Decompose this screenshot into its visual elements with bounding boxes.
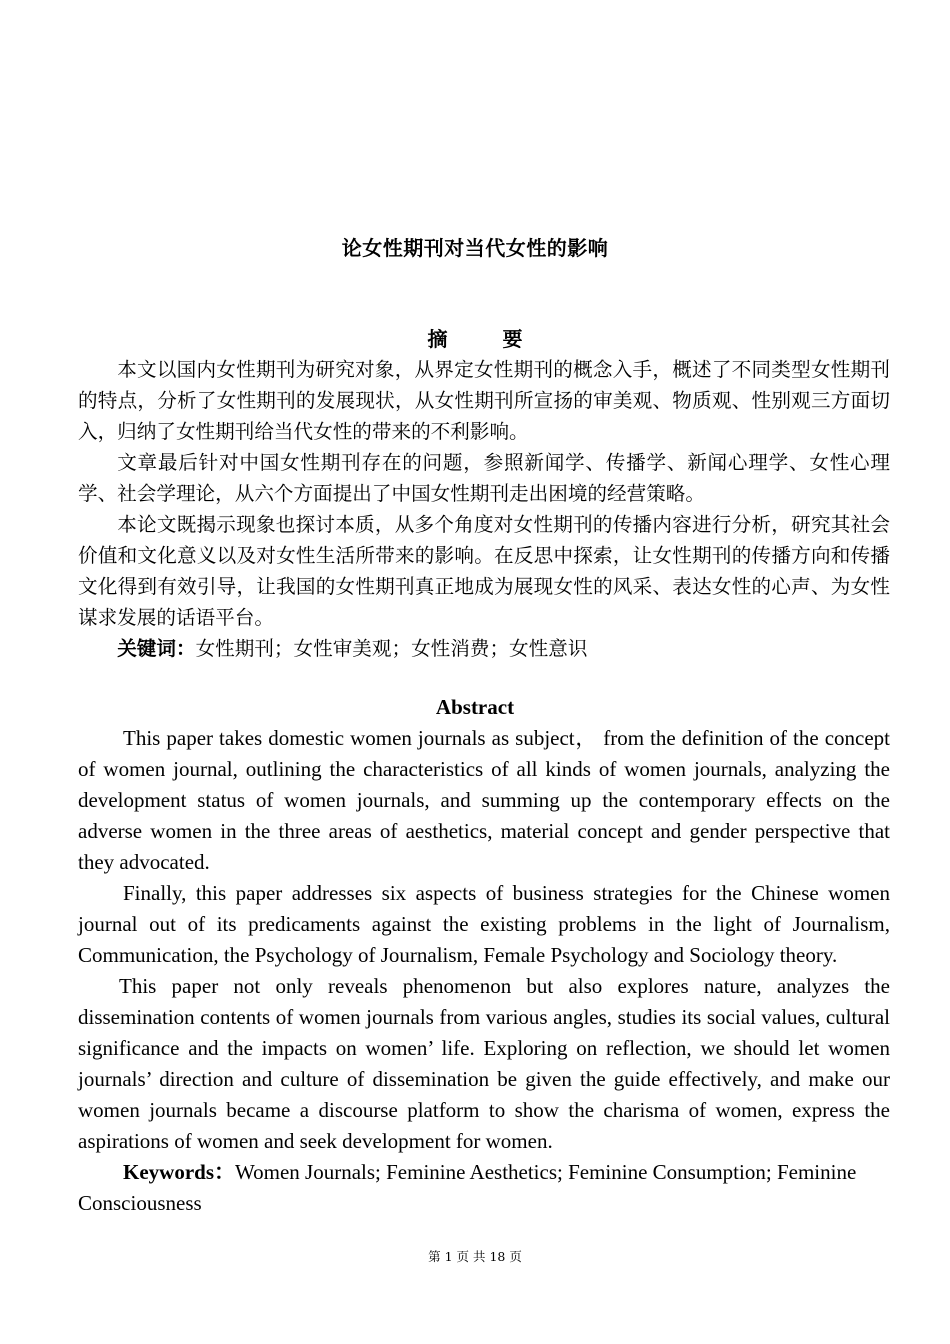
abstract-en-body xyxy=(78,723,890,1219)
keywords-zh xyxy=(78,633,890,664)
paper-title: 论女性期刊对当代女性的影响 xyxy=(341,236,609,260)
keywords-en xyxy=(78,1157,890,1219)
abstract-en-paragraph-2: Finally, this paper addresses six aspects of business strategies for the Chinese women journal out of its predicaments against the existing problems in the light of Journalism, Communication, the Psychology of Journalism, Female Psychology and Sociology theory. xyxy=(78,881,890,967)
keywords-zh-label: 关键词： xyxy=(117,637,196,660)
abstract-en-paragraph-3: This paper not only reveals phenomenon but also explores nature, analyzes the dissemination contents of women journals from various angles, studies its social values, cultural significance and the impacts on women’ life. Exploring on reflection, we should let women journals’ direction and culture of dissemination be given the guide effectively, and make our women journals became a discourse platform to show the charisma of women, express the aspirations of women and seek development for women. xyxy=(78,974,890,1153)
page-footer: 第 1 页 共 18 页 xyxy=(428,1249,522,1264)
abstract-zh-paragraph-3: 本论文既揭示现象也探讨本质，从多个角度对女性期刊的传播内容进行分析，研究其社会价值和文化意义以及对女性生活所带来的影响。在反思中探索，让女性期刊的传播方向和传播文化得到有效引导，让我国的女性期刊真正地成为展现女性的风采、表达女性的心声、为女性谋求发展的话语平台。 xyxy=(78,513,890,629)
abstract-zh-heading: 摘 要 xyxy=(427,327,547,351)
abstract-zh-paragraph-1: 本文以国内女性期刊为研究对象，从界定女性期刊的概念入手，概述了不同类型女性期刊的特点，分析了女性期刊的发展现状，从女性期刊所宣扬的审美观、物质观、性别观三方面切入，归纳了女性期刊给当代女性的带来的不利影响。 xyxy=(78,358,890,443)
keywords-zh-values: 女性期刊；女性审美观；女性消费；女性意识 xyxy=(195,637,588,660)
abstract-en-heading: Abstract xyxy=(435,695,515,719)
abstract-zh-body xyxy=(78,354,890,664)
abstract-zh-paragraph-2: 文章最后针对中国女性期刊存在的问题，参照新闻学、传播学、新闻心理学、女性心理学、社会学理论，从六个方面提出了中国女性期刊走出困境的经营策略。 xyxy=(78,451,890,505)
keywords-en-values: Women Journals; Feminine Aesthetics; Feminine Consumption; Feminine Consciousness xyxy=(78,1160,857,1215)
keywords-en-label: Keywords： xyxy=(123,1160,235,1184)
abstract-en-paragraph-1: This paper takes domestic women journals as subject， from the definition of the concept of women journal, outlining the characteristics of all kinds of women journals, analyzing the development status of women journals, and summing up the contemporary effects on the adverse women in the three areas of aesthetics, material concept and gender perspective that they advocated. xyxy=(78,726,890,874)
